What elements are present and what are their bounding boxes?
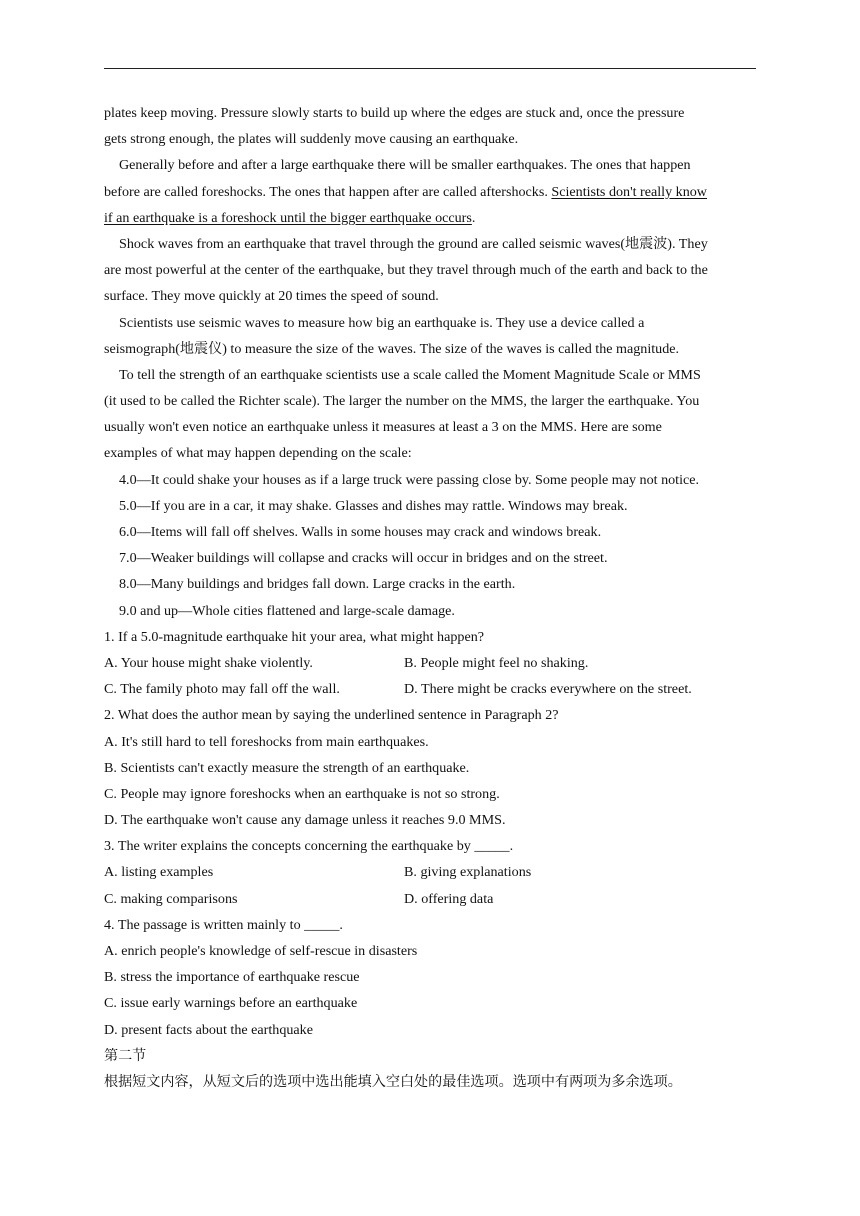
- option-c: C. People may ignore foreshocks when an earthquake is not so strong.: [104, 785, 500, 802]
- scale-item: 4.0—It could shake your houses as if a large truck were passing close by. Some people may not notice.: [119, 471, 700, 488]
- section-heading: 第二节: [104, 1047, 147, 1064]
- option-c: C. issue early warnings before an earthquake: [104, 995, 358, 1012]
- scale-item: 5.0—If you are in a car, it may shake. Glasses and dishes may rattle. Windows may break.: [119, 497, 628, 514]
- scale-item: 7.0—Weaker buildings will collapse and cracks will occur in bridges and on the street.: [119, 550, 608, 567]
- paragraph-line: examples of what may happen depending on the scale:: [104, 445, 412, 462]
- paragraph-line: Generally before and after a large earthquake there will be smaller earthquakes. The ones that happen: [119, 157, 691, 174]
- paragraph-line: To tell the strength of an earthquake scientists use a scale called the Moment Magnitude Scale or MMS: [119, 366, 701, 383]
- underlined-sentence: Scientists don't really know: [551, 183, 707, 200]
- option-d: D. offering data: [404, 890, 494, 907]
- option-b: B. stress the importance of earthquake rescue: [104, 969, 360, 986]
- question-stem: 4. The passage is written mainly to _____.: [104, 916, 343, 933]
- options-row: [104, 650, 760, 676]
- option-c: C. making comparisons: [104, 890, 238, 907]
- scale-item: 6.0—Items will fall off shelves. Walls in some houses may crack and windows break.: [119, 524, 602, 540]
- options-row: [104, 859, 760, 885]
- option-c: C. The family photo may fall off the wall.: [104, 681, 340, 698]
- option-d: D. The earthquake won't cause any damage unless it reaches 9.0 MMS.: [104, 812, 506, 829]
- option-d: D. There might be cracks everywhere on the street.: [404, 681, 692, 698]
- paragraph-line: gets strong enough, the plates will suddenly move causing an earthquake.: [104, 131, 519, 148]
- paragraph-line: are most powerful at the center of the earthquake, but they travel through much of the earth and back to the: [104, 262, 708, 279]
- paragraph-line: [104, 205, 760, 231]
- paragraph-line: plates keep moving. Pressure slowly starts to build up where the edges are stuck and, once the pressure: [104, 105, 685, 121]
- scale-item: 8.0—Many buildings and bridges fall down. Large cracks in the earth.: [119, 576, 516, 593]
- underlined-sentence: if an earthquake is a foreshock until the bigger earthquake occurs: [104, 209, 472, 226]
- paragraph-text: .: [471, 209, 476, 226]
- paragraph-line: surface. They move quickly at 20 times the speed of sound.: [104, 288, 439, 305]
- section-instruction: 根据短文内容，从短文后的选项中选出能填入空白处的最佳选项。选项中有两项为多余选项。: [104, 1073, 682, 1090]
- option-d: D. present facts about the earthquake: [104, 1021, 313, 1038]
- paragraph-text: before are called foreshocks. The ones that happen after are called aftershocks.: [104, 183, 552, 200]
- header-rule: [104, 68, 756, 69]
- document-body: [104, 100, 760, 1095]
- option-a: A. enrich people's knowledge of self-rescue in disasters: [104, 943, 418, 959]
- paragraph-line: [104, 179, 760, 205]
- option-b: B. People might feel no shaking.: [404, 654, 589, 671]
- scale-item: 9.0 and up—Whole cities flattened and large-scale damage.: [119, 602, 455, 619]
- options-row: [104, 676, 760, 702]
- question-stem: 3. The writer explains the concepts concerning the earthquake by _____.: [104, 838, 514, 855]
- question-stem: 1. If a 5.0-magnitude earthquake hit your area, what might happen?: [104, 628, 485, 645]
- option-b: B. giving explanations: [404, 864, 532, 881]
- paragraph-line: Shock waves from an earthquake that travel through the ground are called seismic waves(地震波). They: [119, 235, 708, 252]
- paragraph-line: usually won't even notice an earthquake unless it measures at least a 3 on the MMS. Here are some: [104, 419, 662, 436]
- option-a: A. listing examples: [104, 864, 214, 881]
- option-a: A. It's still hard to tell foreshocks from main earthquakes.: [104, 733, 429, 750]
- options-row: [104, 886, 760, 912]
- question-stem: 2. What does the author mean by saying the underlined sentence in Paragraph 2?: [104, 707, 559, 724]
- option-a: A. Your house might shake violently.: [104, 654, 313, 671]
- paragraph-line: Scientists use seismic waves to measure how big an earthquake is. They use a device called a: [119, 314, 645, 331]
- paragraph-line: (it used to be called the Richter scale). The larger the number on the MMS, the larger the earthquake. You: [104, 393, 700, 410]
- option-b: B. Scientists can't exactly measure the strength of an earthquake.: [104, 759, 470, 776]
- paragraph-line: seismograph(地震仪) to measure the size of the waves. The size of the waves is called the magnitude.: [104, 340, 680, 357]
